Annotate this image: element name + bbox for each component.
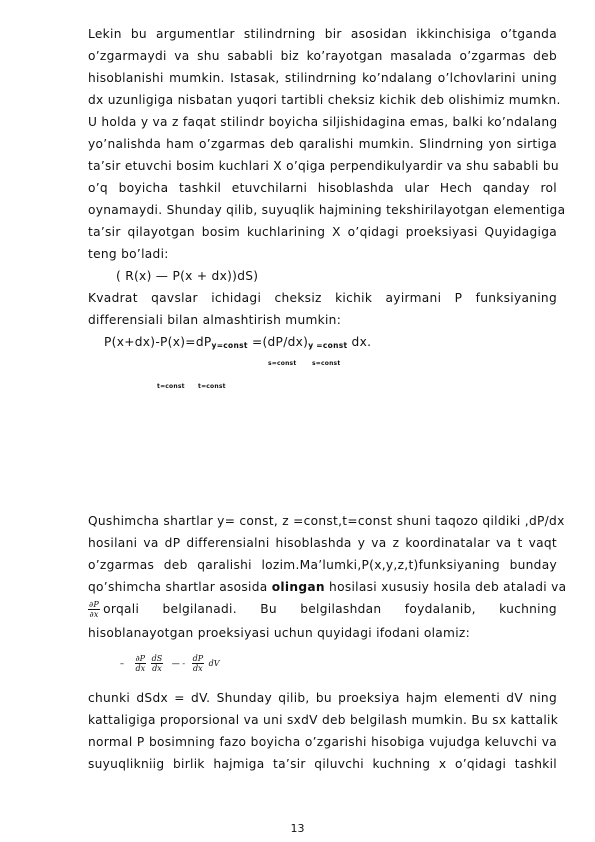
text-line: o’q boyicha tashkil etuvchilarni hisoblashda ular Hech qanday rol [88,181,557,195]
text-run: hosilasi xususiy hosila deb ataladi va [324,580,567,594]
formula-subscript: y=const [211,341,248,350]
text-run: qo’shimcha shartlar asosida [88,580,272,594]
bold-term: olingan [271,580,325,594]
text-line: yo’nalishda ham o’zgarmas deb qaralishi mumkin. Slindrning yon sirtiga [88,137,557,151]
volume-term: dV [208,659,220,668]
word: belgilashdan [300,602,382,616]
fraction-denominator: ∂x [89,609,99,619]
text-line: hosilani va dP differensialni hisoblashda y va z koordinatalar va t vaqt [88,536,557,550]
word: belgilanadi. [162,602,237,616]
formula-mid: =(dP/dx) [247,335,309,349]
fraction [151,654,164,673]
operator: — - [171,659,186,668]
formula-rhs: dx. [347,335,372,349]
text-line: hisoblanishi mumkin. Istasak, stilindrning ko’ndalang o’lchovlarini uning [88,71,557,85]
word: kuchning [499,602,557,616]
fraction-numerator: ∂P [135,654,146,663]
text-line: dx uzunligiga nisbatan yuqori tartibli cheksiz kichik deb olishimiz mumkn. [88,93,561,107]
fraction-numerator: ∂P [89,599,100,609]
text-line [88,576,567,598]
minus-sign: – [120,659,124,668]
text-line: Qushimcha shartlar y= const, z =const,t=const shuni taqozo qildiki ,dP/dx [88,514,565,528]
text-line: suyuqlikniig birlik hajmiga ta’sir qiluvchi kuchning x o’qidagi tashkil [88,757,557,771]
fraction-with-word [88,598,139,620]
formula-lhs: P(x+dx)-P(x)=dP [104,335,212,349]
text-line: differensiali bilan almashtirish mumkin: [88,313,342,327]
force-projection-equation [120,654,220,673]
text-line: hisoblanayotgan proeksiyasi uchun quyidagi ifodani olamiz: [88,626,470,640]
text-line [88,598,557,620]
formula-subscript-condition: t=const [157,383,185,390]
word: Bu [260,602,277,616]
text-line: normal P bosimning fazo boyicha o’zgarishi hisobiga vujudga keluvchi va [88,735,557,749]
text-line: oynamaydi. Shunday qilib, suyuqlik hajmining tekshirilayotgan elementiga [88,203,566,217]
text-line: o’zgarmaydi va shu sababli biz ko’rayotgan masalada o’zgarmas deb [88,49,557,63]
formula-subscript-condition: s=const [312,360,341,367]
page-number: 13 [290,822,305,835]
text-line: o’zgarmas deb qaralishi lozim.Ma’lumki,P(x,y,z,t)funksiyaning bunday [88,558,557,572]
text-line: ta’sir etuvchi bosim kuchlari X o’qiga perpendikulyardir va shu sababli bu [88,159,559,173]
text-line: Kvadrat qavslar ichidagi cheksiz kichik ayirmani P funksiyaning [88,291,557,305]
formula-pressure-difference: ( R(x) — P(x + dx))dS) [116,269,259,283]
formula-subscript: y =const [308,341,348,350]
fraction-numerator: dP [192,654,204,663]
text-line: ta’sir qilayotgan bosim kuchlarining X o’qidagi proeksiyasi Quyidagiga [88,225,557,239]
text-line: U holda y va z faqat stilindr boyicha siljishidagina emas, balki ko’ndalang [88,115,558,129]
fraction-numerator: dS [151,654,163,663]
partial-derivative-fraction [88,600,100,619]
fraction-denominator: dx [193,664,203,673]
fraction [192,654,205,673]
formula-subscript-condition: s=const [268,360,297,367]
text-line: teng bo’ladi: [88,247,169,261]
formula-differential [104,331,371,357]
fraction [135,654,147,673]
fraction-denominator: dx [152,664,162,673]
formula-subscript-condition: t=const [198,383,226,390]
text-line: Lekin bu argumentlar stilindrning bir asosidan ikkinchisiga o’tganda [88,27,557,41]
text-line: kattaligiga proporsional va uni sxdV deb belgilash mumkin. Bu sx kattalik [88,713,559,727]
word: foydalanib, [404,602,476,616]
fraction-denominator: dx [135,664,146,673]
text-line: chunki dSdx = dV. Shunday qilib, bu proeksiya hajm elementi dV ning [88,691,557,705]
word: orqali [103,602,140,616]
